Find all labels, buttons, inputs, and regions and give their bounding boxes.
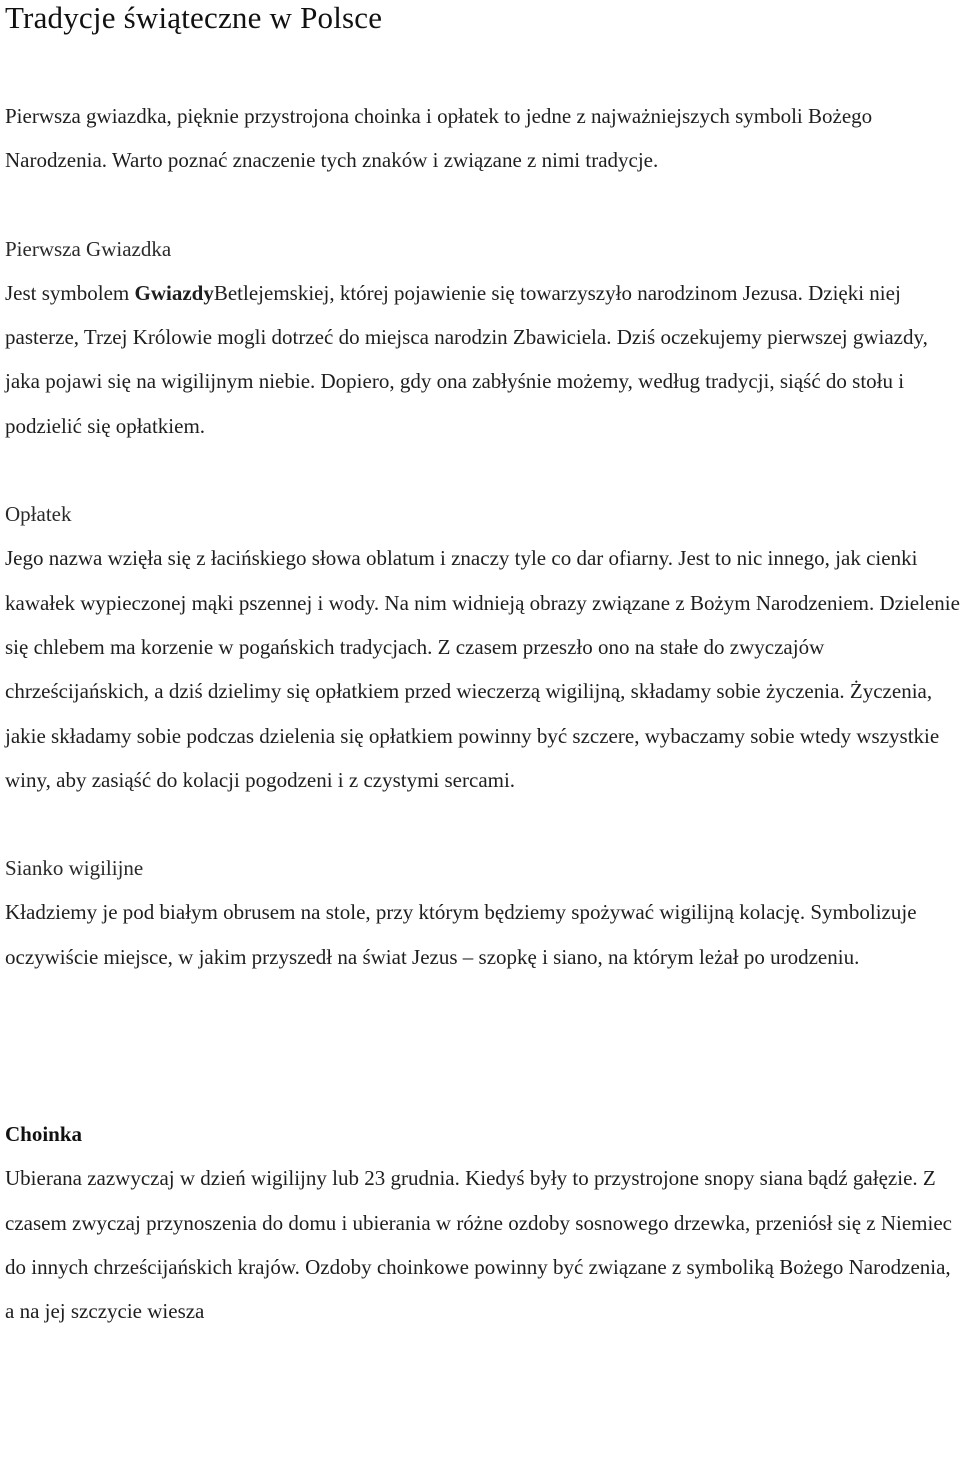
section-text-choinka: Ubierana zazwyczaj w dzień wigilijny lub 23 grudnia. Kiedyś były to przystrojone snopy siana bądź gałęzie. Z czasem zwyczaj przynoszenia do domu i ubierania w różne ozdoby sosnowego drzewka, przeniósł się z Niemiec do innych chrześcijańskich krajów. Ozdoby choinkowe powinny być związane z symboliką Bożego Narodzenia, a na jej szczycie wiesza	[5, 1166, 952, 1324]
section-heading-sianko-wigilijne: Sianko wigilijne	[5, 856, 144, 881]
section-oplatek	[5, 492, 960, 802]
section-sianko-wigilijne	[5, 846, 960, 979]
section-heading-oplatek: Opłatek	[5, 502, 72, 527]
section-heading-choinka: Choinka	[5, 1122, 83, 1147]
intro-paragraph: Pierwsza gwiazdka, pięknie przystrojona choinka i opłatek to jedne z najważniejszych symboli Bożego Narodzenia. Warto poznać znaczenie tych znaków i związane z nimi tradycje.	[5, 104, 873, 173]
bold-term-gwiazdy: Gwiazdy	[134, 280, 214, 305]
document-page	[5, 0, 960, 1334]
section-pierwsza-gwiazdka	[5, 227, 960, 448]
section-choinka	[5, 1112, 960, 1333]
section-text-oplatek: Jego nazwa wzięła się z łacińskiego słowa oblatum i znaczy tyle co dar ofiarny. Jest to nic innego, jak cienki kawałek wypieczonej mąki pszennej i wody. Na nim widnieją obrazy związane z Bożym Narodzeniem. Dzielenie się chlebem ma korzenie w pogańskich tradycjach. Z czasem przeszło ono na stałe do zwyczajów chrześcijańskich, a dziś dzielimy się opłatkiem przed wieczerzą wigilijną, składamy sobie życzenia. Życzenia, jakie składamy sobie podczas dzielenia się opłatkiem powinny być szczere, wybaczamy sobie wtedy wszystkie winy, aby zasiąść do kolacji pogodzeni i z czystymi sercami.	[5, 546, 960, 792]
section-heading-pierwsza-gwiazdka: Pierwsza Gwiazdka	[5, 236, 172, 261]
section-text-sianko-wigilijne: Kładziemy je pod białym obrusem na stole, przy którym będziemy spożywać wigilijną kolację. Symbolizuje oczywiście miejsce, w jakim przyszedł na świat Jezus – szopkę i siano, na którym leżał po urodzeniu.	[5, 900, 917, 969]
document-title: Tradycje świąteczne w Polsce	[5, 0, 383, 35]
text-before-bold: Jest symbolem	[5, 280, 135, 305]
text-after-bold: Betlejemskiej, której pojawienie się towarzyszyło narodzinom Jezusa. Dzięki niej pasterze, Trzej Królowie mogli dotrzeć do miejsca narodzin Zbawiciela. Dziś oczekujemy pierwszej gwiazdy, jaka pojawi się na wigilijnym niebie. Dopiero, gdy ona zabłyśnie możemy, według tradycji, siąść do stołu i podzielić się opłatkiem.	[5, 280, 928, 438]
section-text-pierwsza-gwiazdka	[5, 271, 960, 448]
